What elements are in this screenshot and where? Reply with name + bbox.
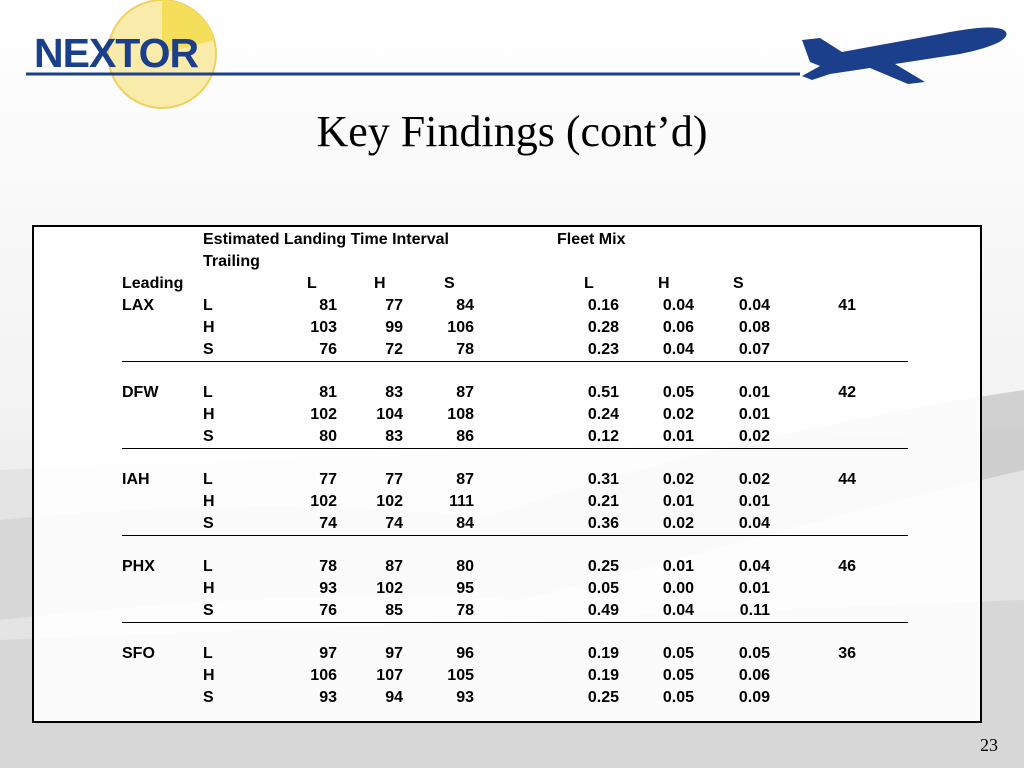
- fleet-value: 0.28: [587, 319, 619, 336]
- interval-value: 111: [449, 493, 474, 510]
- interval-value: 74: [319, 515, 337, 532]
- fleet-value: 0.24: [587, 406, 619, 423]
- interval-value: 74: [385, 515, 403, 532]
- slide-title: Key Findings (cont’d): [316, 107, 708, 156]
- group-divider: [122, 448, 908, 449]
- header-fleet-col: H: [658, 275, 670, 292]
- airport-label: PHX: [122, 558, 155, 575]
- extra-value: 36: [838, 645, 856, 662]
- fleet-value: 0.02: [662, 471, 694, 488]
- header-interval: Estimated Landing Time Interval: [203, 231, 449, 248]
- interval-value: 108: [447, 406, 474, 423]
- interval-value: 97: [319, 645, 337, 662]
- trailing-class: S: [203, 428, 214, 445]
- interval-value: 94: [385, 689, 403, 706]
- fleet-value: 0.19: [587, 667, 619, 684]
- fleet-value: 0.05: [662, 645, 694, 662]
- interval-value: 77: [385, 471, 403, 488]
- fleet-value: 0.07: [738, 341, 770, 358]
- interval-value: 105: [447, 667, 474, 684]
- fleet-value: 0.06: [662, 319, 694, 336]
- fleet-value: 0.25: [587, 689, 619, 706]
- header-leading: Leading: [122, 275, 184, 292]
- header-interval-col: L: [307, 275, 317, 292]
- interval-value: 77: [319, 471, 337, 488]
- interval-value: 81: [319, 297, 337, 314]
- airplane-icon: [790, 18, 1015, 88]
- fleet-value: 0.16: [587, 297, 619, 314]
- trailing-class: S: [203, 515, 214, 532]
- group-divider: [122, 535, 908, 536]
- interval-value: 83: [385, 384, 403, 401]
- interval-value: 95: [456, 580, 474, 597]
- interval-value: 106: [310, 667, 337, 684]
- interval-value: 102: [310, 493, 337, 510]
- interval-value: 76: [319, 341, 337, 358]
- fleet-value: 0.51: [587, 384, 619, 401]
- fleet-value: 0.04: [662, 297, 694, 314]
- fleet-value: 0.23: [587, 341, 619, 358]
- airport-label: SFO: [122, 645, 155, 662]
- trailing-class: H: [203, 493, 215, 510]
- extra-value: 44: [838, 471, 856, 488]
- header-interval-col: S: [444, 275, 455, 292]
- interval-value: 84: [456, 297, 474, 314]
- fleet-value: 0.01: [662, 428, 694, 445]
- trailing-class: H: [203, 406, 215, 423]
- extra-value: 42: [838, 384, 856, 401]
- interval-value: 99: [385, 319, 403, 336]
- fleet-value: 0.31: [587, 471, 619, 488]
- fleet-value: 0.05: [662, 667, 694, 684]
- trailing-class: H: [203, 580, 215, 597]
- interval-value: 87: [385, 558, 403, 575]
- interval-value: 107: [376, 667, 403, 684]
- fleet-value: 0.01: [738, 384, 770, 401]
- interval-value: 80: [319, 428, 337, 445]
- fleet-value: 0.02: [738, 471, 770, 488]
- fleet-value: 0.05: [662, 689, 694, 706]
- interval-value: 78: [319, 558, 337, 575]
- extra-value: 41: [838, 297, 856, 314]
- interval-value: 80: [456, 558, 474, 575]
- fleet-value: 0.04: [738, 297, 770, 314]
- fleet-value: 0.08: [738, 319, 770, 336]
- interval-value: 97: [385, 645, 403, 662]
- fleet-value: 0.02: [662, 515, 694, 532]
- trailing-class: L: [203, 384, 213, 401]
- trailing-class: H: [203, 667, 215, 684]
- interval-value: 93: [319, 689, 337, 706]
- fleet-value: 0.36: [587, 515, 619, 532]
- trailing-class: L: [203, 297, 213, 314]
- fleet-value: 0.04: [738, 558, 770, 575]
- interval-value: 86: [456, 428, 474, 445]
- interval-value: 85: [385, 602, 403, 619]
- fleet-value: 0.25: [587, 558, 619, 575]
- fleet-value: 0.04: [662, 341, 694, 358]
- airport-label: LAX: [122, 297, 154, 314]
- interval-value: 102: [376, 493, 403, 510]
- fleet-value: 0.19: [587, 645, 619, 662]
- fleet-value: 0.49: [587, 602, 619, 619]
- interval-value: 81: [319, 384, 337, 401]
- fleet-value: 0.12: [587, 428, 619, 445]
- group-divider: [122, 622, 908, 623]
- page-number: 23: [980, 735, 998, 755]
- fleet-value: 0.04: [738, 515, 770, 532]
- fleet-value: 0.05: [662, 384, 694, 401]
- fleet-value: 0.05: [587, 580, 619, 597]
- fleet-value: 0.06: [738, 667, 770, 684]
- interval-value: 103: [310, 319, 337, 336]
- trailing-class: S: [203, 341, 214, 358]
- fleet-value: 0.04: [662, 602, 694, 619]
- logo-text: NEXTOR: [34, 30, 199, 76]
- interval-value: 76: [319, 602, 337, 619]
- fleet-value: 0.01: [662, 558, 694, 575]
- fleet-value: 0.02: [738, 428, 770, 445]
- trailing-class: L: [203, 471, 213, 488]
- interval-value: 106: [447, 319, 474, 336]
- fleet-value: 0.01: [738, 493, 770, 510]
- interval-value: 87: [456, 384, 474, 401]
- interval-value: 102: [310, 406, 337, 423]
- trailing-class: L: [203, 558, 213, 575]
- fleet-value: 0.02: [662, 406, 694, 423]
- trailing-class: H: [203, 319, 215, 336]
- interval-value: 102: [376, 580, 403, 597]
- trailing-class: L: [203, 645, 213, 662]
- fleet-value: 0.09: [738, 689, 770, 706]
- trailing-class: S: [203, 602, 214, 619]
- interval-value: 72: [385, 341, 403, 358]
- header-fleet-mix: Fleet Mix: [557, 231, 626, 248]
- interval-value: 78: [456, 602, 474, 619]
- fleet-value: 0.01: [738, 406, 770, 423]
- interval-value: 77: [385, 297, 403, 314]
- fleet-value: 0.01: [738, 580, 770, 597]
- interval-value: 84: [456, 515, 474, 532]
- header-fleet-col: L: [584, 275, 594, 292]
- group-divider: [122, 361, 908, 362]
- slide-header: [0, 0, 1024, 110]
- interval-value: 93: [319, 580, 337, 597]
- airport-label: DFW: [122, 384, 159, 401]
- fleet-value: 0.01: [662, 493, 694, 510]
- extra-value: 46: [838, 558, 856, 575]
- airport-label: IAH: [122, 471, 150, 488]
- findings-table: [32, 225, 982, 723]
- interval-value: 78: [456, 341, 474, 358]
- fleet-value: 0.21: [587, 493, 619, 510]
- interval-value: 96: [456, 645, 474, 662]
- interval-value: 83: [385, 428, 403, 445]
- interval-value: 87: [456, 471, 474, 488]
- trailing-class: S: [203, 689, 214, 706]
- fleet-value: 0.11: [739, 602, 770, 619]
- interval-value: 104: [376, 406, 403, 423]
- fleet-value: 0.05: [738, 645, 770, 662]
- header-interval-col: H: [374, 275, 386, 292]
- header-fleet-col: S: [733, 275, 744, 292]
- header-trailing: Trailing: [203, 253, 260, 270]
- interval-value: 93: [456, 689, 474, 706]
- fleet-value: 0.00: [662, 580, 694, 597]
